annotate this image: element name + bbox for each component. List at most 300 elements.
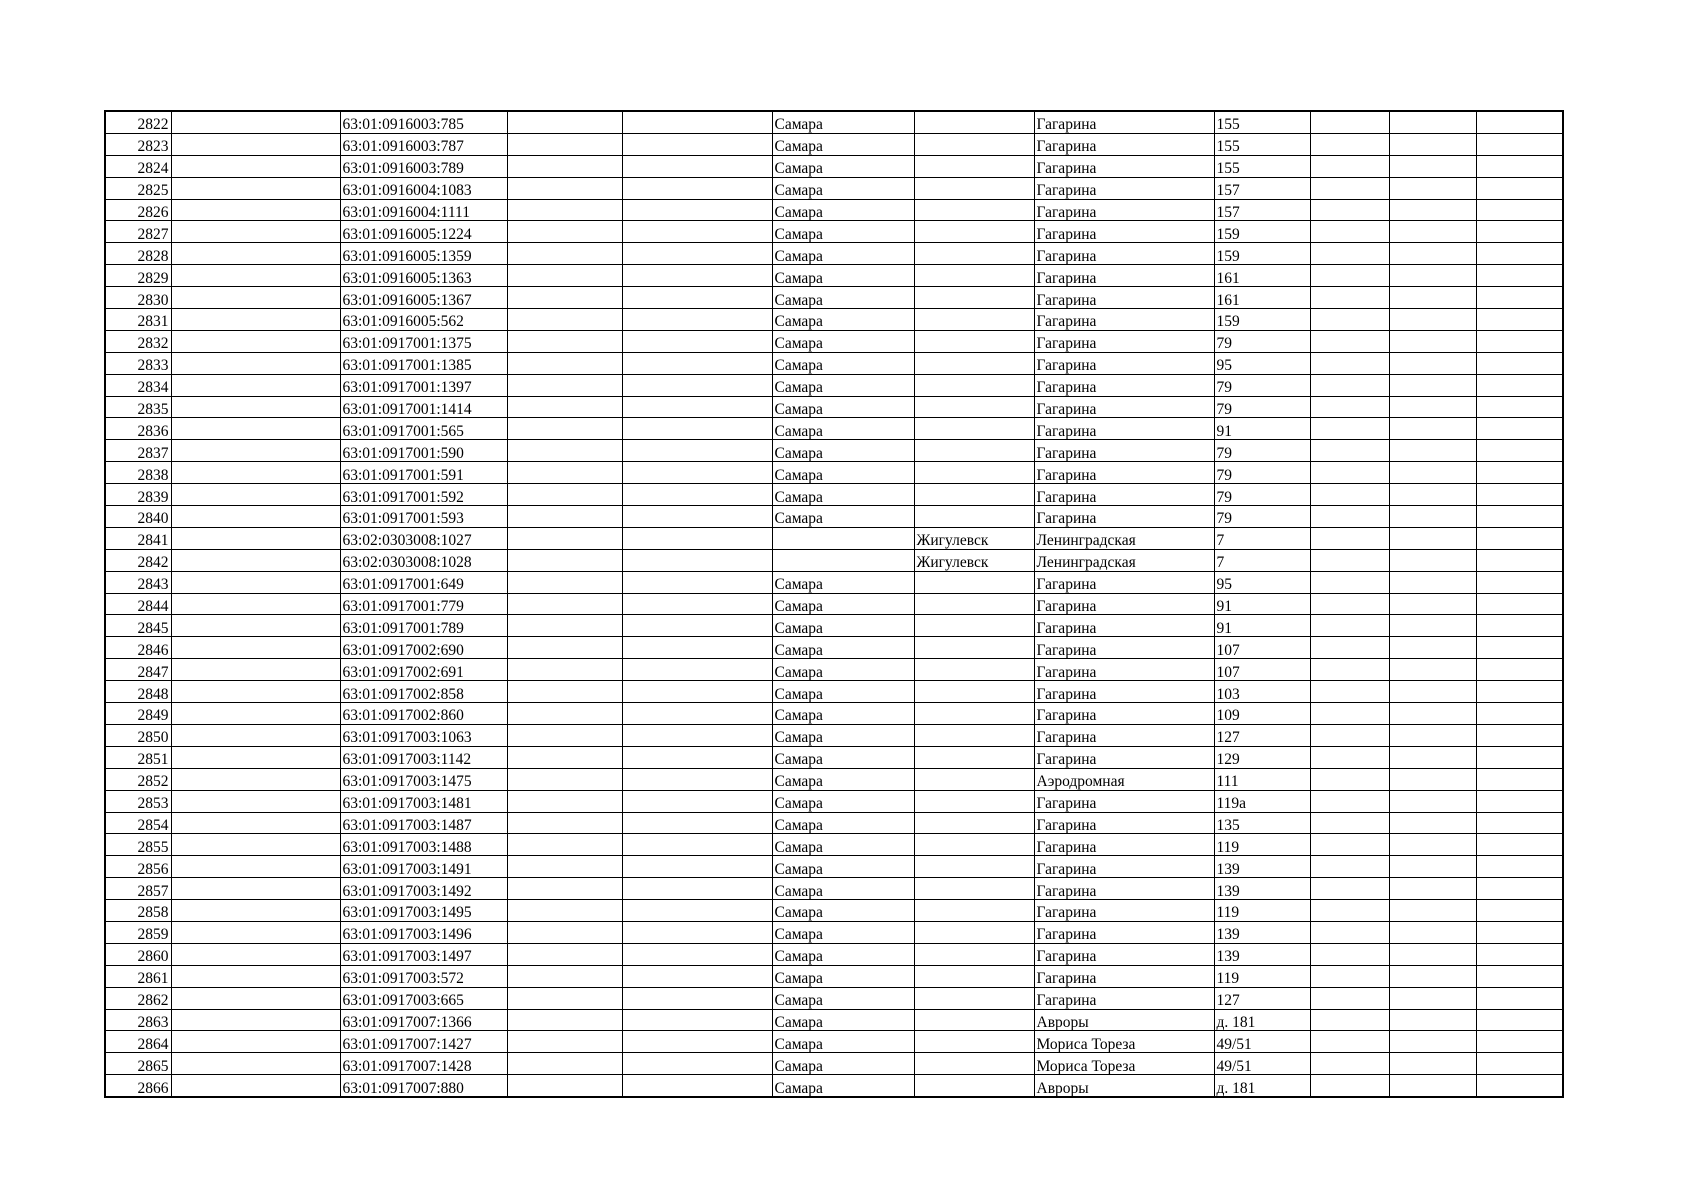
city-cell: Самара [772, 790, 914, 812]
street-cell: Аэродромная [1034, 768, 1214, 790]
house-number-cell: 157 [1214, 199, 1310, 221]
city-cell: Самара [772, 900, 914, 922]
town-cell [914, 396, 1034, 418]
house-number-cell: 139 [1214, 921, 1310, 943]
empty-cell [1389, 527, 1476, 549]
house-number-cell: 79 [1214, 484, 1310, 506]
town-cell [914, 1009, 1034, 1031]
table-row [105, 724, 1563, 746]
cadastral-number-cell: 63:01:0917007:1427 [340, 1031, 507, 1053]
empty-cell [1389, 330, 1476, 352]
town-cell [914, 111, 1034, 133]
empty-cell [1476, 1053, 1563, 1075]
city-cell: Самара [772, 812, 914, 834]
empty-cell [1310, 1031, 1389, 1053]
empty-cell [171, 1009, 340, 1031]
empty-cell [1310, 309, 1389, 331]
house-number-cell: 103 [1214, 681, 1310, 703]
empty-cell [171, 309, 340, 331]
empty-cell [1310, 746, 1389, 768]
cadastral-number-cell: 63:01:0917003:1475 [340, 768, 507, 790]
table-row [105, 199, 1563, 221]
empty-cell [1476, 243, 1563, 265]
empty-cell [622, 111, 772, 133]
town-cell [914, 287, 1034, 309]
table-row [105, 396, 1563, 418]
empty-cell [1389, 418, 1476, 440]
empty-cell [171, 440, 340, 462]
empty-cell [507, 921, 622, 943]
street-cell: Гагарина [1034, 330, 1214, 352]
empty-cell [507, 352, 622, 374]
row-number-cell: 2829 [105, 265, 171, 287]
empty-cell [1476, 987, 1563, 1009]
house-number-cell: 127 [1214, 724, 1310, 746]
empty-cell [1310, 878, 1389, 900]
house-number-cell: 79 [1214, 374, 1310, 396]
empty-cell [622, 724, 772, 746]
town-cell [914, 965, 1034, 987]
house-number-cell: 129 [1214, 746, 1310, 768]
empty-cell [1389, 965, 1476, 987]
empty-cell [171, 965, 340, 987]
empty-cell [622, 921, 772, 943]
cadastral-number-cell: 63:01:0917003:1497 [340, 943, 507, 965]
cadastral-number-cell: 63:01:0917001:789 [340, 615, 507, 637]
house-number-cell: 7 [1214, 527, 1310, 549]
row-number-cell: 2827 [105, 221, 171, 243]
house-number-cell: 79 [1214, 462, 1310, 484]
empty-cell [1389, 221, 1476, 243]
empty-cell [507, 155, 622, 177]
house-number-cell: 49/51 [1214, 1031, 1310, 1053]
table-row [105, 812, 1563, 834]
street-cell: Гагарина [1034, 856, 1214, 878]
empty-cell [1476, 396, 1563, 418]
empty-cell [622, 374, 772, 396]
street-cell: Гагарина [1034, 506, 1214, 528]
empty-cell [1310, 768, 1389, 790]
table-row [105, 221, 1563, 243]
table-row [105, 659, 1563, 681]
city-cell [772, 549, 914, 571]
street-cell: Гагарина [1034, 440, 1214, 462]
row-number-cell: 2860 [105, 943, 171, 965]
town-cell [914, 790, 1034, 812]
city-cell: Самара [772, 330, 914, 352]
empty-cell [1476, 593, 1563, 615]
cadastral-number-cell: 63:01:0917003:1495 [340, 900, 507, 922]
empty-cell [1389, 352, 1476, 374]
street-cell: Гагарина [1034, 287, 1214, 309]
cadastral-number-cell: 63:01:0917003:1492 [340, 878, 507, 900]
house-number-cell: 159 [1214, 221, 1310, 243]
row-number-cell: 2846 [105, 637, 171, 659]
row-number-cell: 2861 [105, 965, 171, 987]
empty-cell [1310, 921, 1389, 943]
empty-cell [507, 330, 622, 352]
row-number-cell: 2866 [105, 1075, 171, 1097]
town-cell [914, 746, 1034, 768]
row-number-cell: 2840 [105, 506, 171, 528]
street-cell: Гагарина [1034, 396, 1214, 418]
empty-cell [171, 155, 340, 177]
empty-cell [1476, 309, 1563, 331]
town-cell [914, 221, 1034, 243]
house-number-cell: 139 [1214, 856, 1310, 878]
row-number-cell: 2835 [105, 396, 171, 418]
empty-cell [1310, 812, 1389, 834]
table-row [105, 943, 1563, 965]
city-cell: Самара [772, 177, 914, 199]
city-cell: Самара [772, 484, 914, 506]
empty-cell [1310, 593, 1389, 615]
cadastral-number-cell: 63:01:0917003:1063 [340, 724, 507, 746]
table-row [105, 681, 1563, 703]
row-number-cell: 2851 [105, 746, 171, 768]
city-cell: Самара [772, 659, 914, 681]
street-cell: Гагарина [1034, 177, 1214, 199]
empty-cell [171, 659, 340, 681]
empty-cell [622, 1053, 772, 1075]
empty-cell [1389, 1031, 1476, 1053]
street-cell: Гагарина [1034, 133, 1214, 155]
empty-cell [622, 309, 772, 331]
cadastral-number-cell: 63:01:0917001:649 [340, 571, 507, 593]
street-cell: Гагарина [1034, 703, 1214, 725]
house-number-cell: 119а [1214, 790, 1310, 812]
empty-cell [1310, 221, 1389, 243]
empty-cell [507, 1031, 622, 1053]
empty-cell [171, 396, 340, 418]
city-cell: Самара [772, 462, 914, 484]
empty-cell [171, 615, 340, 637]
empty-cell [622, 834, 772, 856]
empty-cell [1389, 309, 1476, 331]
empty-cell [507, 462, 622, 484]
empty-cell [507, 812, 622, 834]
city-cell: Самара [772, 1009, 914, 1031]
house-number-cell: 159 [1214, 309, 1310, 331]
empty-cell [1310, 462, 1389, 484]
street-cell: Гагарина [1034, 243, 1214, 265]
cadastral-number-cell: 63:01:0917001:592 [340, 484, 507, 506]
empty-cell [507, 878, 622, 900]
empty-cell [1476, 615, 1563, 637]
empty-cell [1389, 265, 1476, 287]
empty-cell [507, 549, 622, 571]
empty-cell [1310, 199, 1389, 221]
empty-cell [1389, 812, 1476, 834]
cadastral-number-cell: 63:01:0917003:1488 [340, 834, 507, 856]
empty-cell [507, 133, 622, 155]
street-cell: Ленинградская [1034, 527, 1214, 549]
empty-cell [171, 812, 340, 834]
empty-cell [1389, 199, 1476, 221]
row-number-cell: 2825 [105, 177, 171, 199]
row-number-cell: 2845 [105, 615, 171, 637]
street-cell: Гагарина [1034, 943, 1214, 965]
row-number-cell: 2864 [105, 1031, 171, 1053]
empty-cell [171, 374, 340, 396]
row-number-cell: 2826 [105, 199, 171, 221]
row-number-cell: 2847 [105, 659, 171, 681]
empty-cell [622, 790, 772, 812]
row-number-cell: 2830 [105, 287, 171, 309]
row-number-cell: 2858 [105, 900, 171, 922]
empty-cell [171, 900, 340, 922]
town-cell [914, 243, 1034, 265]
street-cell: Гагарина [1034, 111, 1214, 133]
empty-cell [1389, 681, 1476, 703]
street-cell: Гагарина [1034, 746, 1214, 768]
empty-cell [1310, 265, 1389, 287]
empty-cell [171, 462, 340, 484]
empty-cell [1389, 637, 1476, 659]
town-cell: Жигулевск [914, 527, 1034, 549]
empty-cell [1476, 462, 1563, 484]
empty-cell [622, 878, 772, 900]
town-cell [914, 352, 1034, 374]
house-number-cell: 79 [1214, 396, 1310, 418]
house-number-cell: 95 [1214, 352, 1310, 374]
empty-cell [622, 549, 772, 571]
town-cell [914, 1075, 1034, 1097]
empty-cell [507, 637, 622, 659]
table-row [105, 177, 1563, 199]
empty-cell [1310, 243, 1389, 265]
town-cell [914, 1053, 1034, 1075]
empty-cell [622, 593, 772, 615]
town-cell [914, 418, 1034, 440]
city-cell: Самара [772, 440, 914, 462]
empty-cell [171, 265, 340, 287]
empty-cell [1389, 287, 1476, 309]
city-cell: Самара [772, 418, 914, 440]
empty-cell [1310, 834, 1389, 856]
empty-cell [171, 1031, 340, 1053]
city-cell: Самара [772, 593, 914, 615]
city-cell: Самара [772, 615, 914, 637]
empty-cell [1389, 243, 1476, 265]
empty-cell [1310, 330, 1389, 352]
row-number-cell: 2842 [105, 549, 171, 571]
cadastral-number-cell: 63:02:0303008:1027 [340, 527, 507, 549]
empty-cell [507, 199, 622, 221]
empty-cell [171, 133, 340, 155]
city-cell: Самара [772, 221, 914, 243]
street-cell: Гагарина [1034, 659, 1214, 681]
empty-cell [171, 352, 340, 374]
cadastral-number-cell: 63:01:0917001:565 [340, 418, 507, 440]
empty-cell [1476, 724, 1563, 746]
empty-cell [1310, 287, 1389, 309]
empty-cell [1389, 1075, 1476, 1097]
street-cell: Гагарина [1034, 352, 1214, 374]
empty-cell [507, 243, 622, 265]
empty-cell [1476, 812, 1563, 834]
city-cell: Самара [772, 724, 914, 746]
city-cell: Самара [772, 1053, 914, 1075]
cadastral-number-cell: 63:01:0917002:690 [340, 637, 507, 659]
row-number-cell: 2855 [105, 834, 171, 856]
table-row [105, 243, 1563, 265]
empty-cell [1476, 878, 1563, 900]
house-number-cell: 155 [1214, 111, 1310, 133]
empty-cell [622, 1031, 772, 1053]
empty-cell [507, 309, 622, 331]
empty-cell [1476, 1031, 1563, 1053]
table-row [105, 418, 1563, 440]
table-row [105, 571, 1563, 593]
cadastral-number-cell: 63:01:0916004:1111 [340, 199, 507, 221]
empty-cell [507, 659, 622, 681]
cadastral-number-cell: 63:01:0917002:860 [340, 703, 507, 725]
empty-cell [1389, 921, 1476, 943]
empty-cell [1476, 527, 1563, 549]
empty-cell [171, 681, 340, 703]
house-number-cell: 127 [1214, 987, 1310, 1009]
empty-cell [507, 396, 622, 418]
table-row [105, 549, 1563, 571]
empty-cell [171, 878, 340, 900]
street-cell: Гагарина [1034, 484, 1214, 506]
empty-cell [1476, 1075, 1563, 1097]
cadastral-number-cell: 63:01:0917002:858 [340, 681, 507, 703]
house-number-cell: 95 [1214, 571, 1310, 593]
empty-cell [622, 812, 772, 834]
empty-cell [622, 133, 772, 155]
row-number-cell: 2834 [105, 374, 171, 396]
city-cell: Самара [772, 878, 914, 900]
empty-cell [1389, 462, 1476, 484]
table-row [105, 834, 1563, 856]
house-number-cell: 155 [1214, 133, 1310, 155]
empty-cell [507, 790, 622, 812]
cadastral-number-cell: 63:01:0917007:1428 [340, 1053, 507, 1075]
empty-cell [171, 943, 340, 965]
empty-cell [622, 1075, 772, 1097]
empty-cell [1310, 440, 1389, 462]
empty-cell [622, 943, 772, 965]
empty-cell [622, 571, 772, 593]
empty-cell [1310, 133, 1389, 155]
empty-cell [1310, 615, 1389, 637]
row-number-cell: 2859 [105, 921, 171, 943]
empty-cell [507, 900, 622, 922]
empty-cell [1310, 111, 1389, 133]
empty-cell [622, 965, 772, 987]
empty-cell [1389, 834, 1476, 856]
empty-cell [622, 440, 772, 462]
town-cell [914, 703, 1034, 725]
house-number-cell: 139 [1214, 943, 1310, 965]
table-row [105, 527, 1563, 549]
table-row [105, 768, 1563, 790]
empty-cell [1310, 790, 1389, 812]
town-cell [914, 900, 1034, 922]
empty-cell [507, 1009, 622, 1031]
street-cell: Гагарина [1034, 812, 1214, 834]
empty-cell [622, 484, 772, 506]
empty-cell [507, 593, 622, 615]
empty-cell [1476, 484, 1563, 506]
empty-cell [171, 221, 340, 243]
house-number-cell: 139 [1214, 878, 1310, 900]
table-row [105, 155, 1563, 177]
empty-cell [171, 724, 340, 746]
table-row [105, 462, 1563, 484]
city-cell: Самара [772, 506, 914, 528]
street-cell: Гагарина [1034, 987, 1214, 1009]
empty-cell [171, 1075, 340, 1097]
empty-cell [1389, 374, 1476, 396]
city-cell: Самара [772, 965, 914, 987]
street-cell: Авроры [1034, 1075, 1214, 1097]
row-number-cell: 2854 [105, 812, 171, 834]
empty-cell [1476, 965, 1563, 987]
street-cell: Гагарина [1034, 965, 1214, 987]
town-cell [914, 834, 1034, 856]
table-row [105, 1053, 1563, 1075]
empty-cell [171, 1053, 340, 1075]
empty-cell [622, 287, 772, 309]
empty-cell [1310, 352, 1389, 374]
empty-cell [1389, 1053, 1476, 1075]
empty-cell [507, 527, 622, 549]
cadastral-number-cell: 63:01:0916004:1083 [340, 177, 507, 199]
empty-cell [1389, 790, 1476, 812]
empty-cell [171, 418, 340, 440]
empty-cell [1310, 1075, 1389, 1097]
house-number-cell: 91 [1214, 418, 1310, 440]
empty-cell [171, 506, 340, 528]
row-number-cell: 2863 [105, 1009, 171, 1031]
empty-cell [1389, 440, 1476, 462]
row-number-cell: 2844 [105, 593, 171, 615]
empty-cell [1310, 396, 1389, 418]
cadastral-number-cell: 63:01:0917003:572 [340, 965, 507, 987]
town-cell [914, 724, 1034, 746]
table-row [105, 703, 1563, 725]
empty-cell [171, 987, 340, 1009]
house-number-cell: 79 [1214, 506, 1310, 528]
city-cell: Самара [772, 921, 914, 943]
table-row [105, 637, 1563, 659]
cadastral-number-cell: 63:02:0303008:1028 [340, 549, 507, 571]
empty-cell [507, 965, 622, 987]
empty-cell [622, 177, 772, 199]
empty-cell [1476, 856, 1563, 878]
empty-cell [1476, 265, 1563, 287]
empty-cell [1389, 549, 1476, 571]
table-row [105, 856, 1563, 878]
street-cell: Гагарина [1034, 681, 1214, 703]
empty-cell [1389, 987, 1476, 1009]
house-number-cell: 161 [1214, 287, 1310, 309]
house-number-cell: 91 [1214, 593, 1310, 615]
empty-cell [507, 856, 622, 878]
row-number-cell: 2832 [105, 330, 171, 352]
empty-cell [1389, 111, 1476, 133]
cadastral-number-cell: 63:01:0917003:1487 [340, 812, 507, 834]
empty-cell [1389, 1009, 1476, 1031]
town-cell [914, 199, 1034, 221]
empty-cell [1389, 724, 1476, 746]
table-row [105, 287, 1563, 309]
empty-cell [171, 199, 340, 221]
house-number-cell: 135 [1214, 812, 1310, 834]
